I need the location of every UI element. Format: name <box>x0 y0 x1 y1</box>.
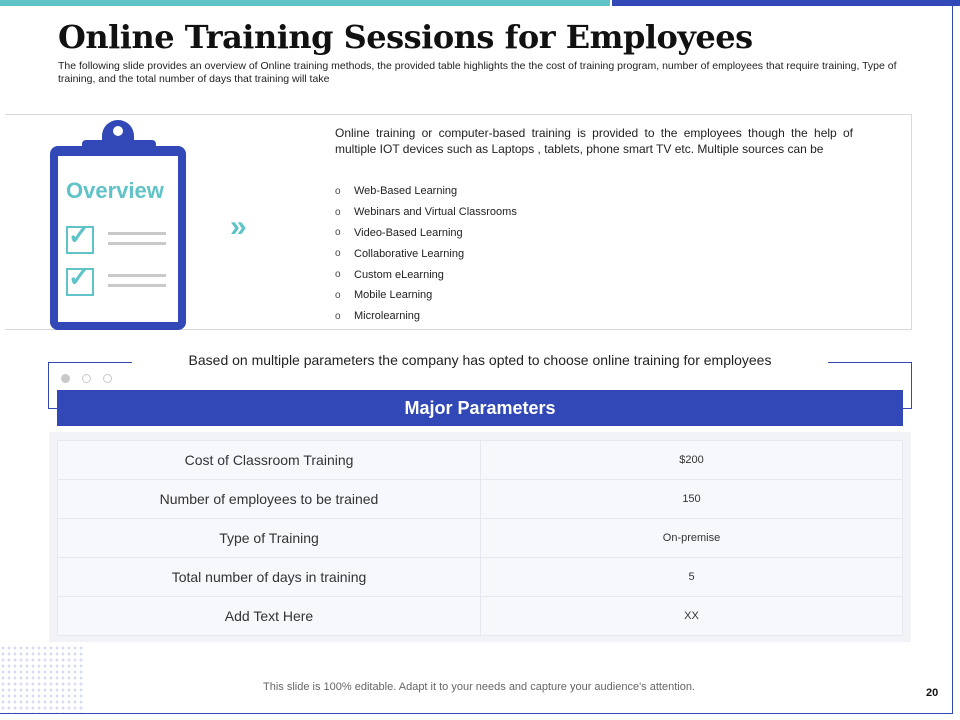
decorative-dot-pattern <box>0 645 85 713</box>
slide-frame-bottom <box>0 713 953 714</box>
slide-title: Online Training Sessions for Employees <box>58 18 753 56</box>
list-item-label: Collaborative Learning <box>354 247 465 260</box>
overview-intro-text: Online training or computer-based training is provided to the employees though the help of multiple IOT devices such as Laptops , tablets, phone smart TV etc. Multiple sources can be <box>335 126 853 156</box>
bullet-icon: o <box>335 269 341 281</box>
list-item-label: Custom eLearning <box>354 268 444 281</box>
list-item <box>335 243 517 264</box>
checkmark-icon: ✓ <box>68 262 90 292</box>
bullet-icon: o <box>335 206 341 218</box>
table-row <box>58 480 903 519</box>
table-row <box>58 519 903 558</box>
list-item-label: Web-Based Learning <box>354 185 458 198</box>
bullet-icon: o <box>335 289 341 301</box>
bullet-icon: o <box>335 227 341 239</box>
checkmark-icon: ✓ <box>68 220 90 250</box>
table-cell-value: 150 <box>481 480 903 519</box>
table-cell-label: Type of Training <box>58 519 481 558</box>
parameters-caption: Based on multiple parameters the company has opted to choose online training for employees <box>132 350 828 370</box>
checklist-row <box>66 220 176 256</box>
list-item <box>335 202 517 223</box>
training-sources-list <box>335 181 517 327</box>
list-item-label: Video-Based Learning <box>354 226 463 239</box>
list-item <box>335 181 517 202</box>
table-cell-value: XX <box>481 597 903 636</box>
parameters-table <box>57 440 903 636</box>
decorative-dot <box>82 374 91 383</box>
table-cell-label: Add Text Here <box>58 597 481 636</box>
list-item-label: Webinars and Virtual Classrooms <box>354 206 517 219</box>
bullet-icon: o <box>335 248 341 260</box>
table-cell-value: On-premise <box>481 519 903 558</box>
checklist-row <box>66 262 176 298</box>
page-number: 20 <box>926 687 939 699</box>
bullet-icon: o <box>335 310 341 322</box>
list-item-label: Mobile Learning <box>354 289 433 302</box>
clipboard-checklist-icon <box>48 120 188 332</box>
checklist-line <box>108 232 166 235</box>
decorative-dot <box>103 374 112 383</box>
double-chevron-right-icon: » <box>230 210 247 243</box>
table-row <box>58 558 903 597</box>
list-item <box>335 285 517 306</box>
top-accent-bar-blue <box>612 0 960 6</box>
decorative-dot <box>61 374 70 383</box>
checklist-line <box>108 284 166 287</box>
footer-note: This slide is 100% editable. Adapt it to your needs and capture your audience's attention. <box>263 681 695 693</box>
parameters-table-header: Major Parameters <box>57 390 903 426</box>
overview-label: Overview <box>66 178 164 203</box>
top-accent-bar-teal <box>0 0 610 6</box>
checklist-line <box>108 242 166 245</box>
slide-frame-right <box>952 6 953 714</box>
checklist-line <box>108 274 166 277</box>
table-cell-label: Total number of days in training <box>58 558 481 597</box>
table-row <box>58 441 903 480</box>
table-cell-label: Number of employees to be trained <box>58 480 481 519</box>
list-item <box>335 264 517 285</box>
list-item <box>335 223 517 244</box>
table-cell-label: Cost of Classroom Training <box>58 441 481 480</box>
table-cell-value: 5 <box>481 558 903 597</box>
table-row <box>58 597 903 636</box>
list-item-label: Microlearning <box>354 310 421 323</box>
table-cell-value: $200 <box>481 441 903 480</box>
slide-subtitle: The following slide provides an overview of Online training methods, the provided table highlights the the cost of training program, number of employees that require training, Type of training, and the total number of days that training will take <box>58 60 897 85</box>
bullet-icon: o <box>335 185 341 197</box>
list-item <box>335 306 517 327</box>
